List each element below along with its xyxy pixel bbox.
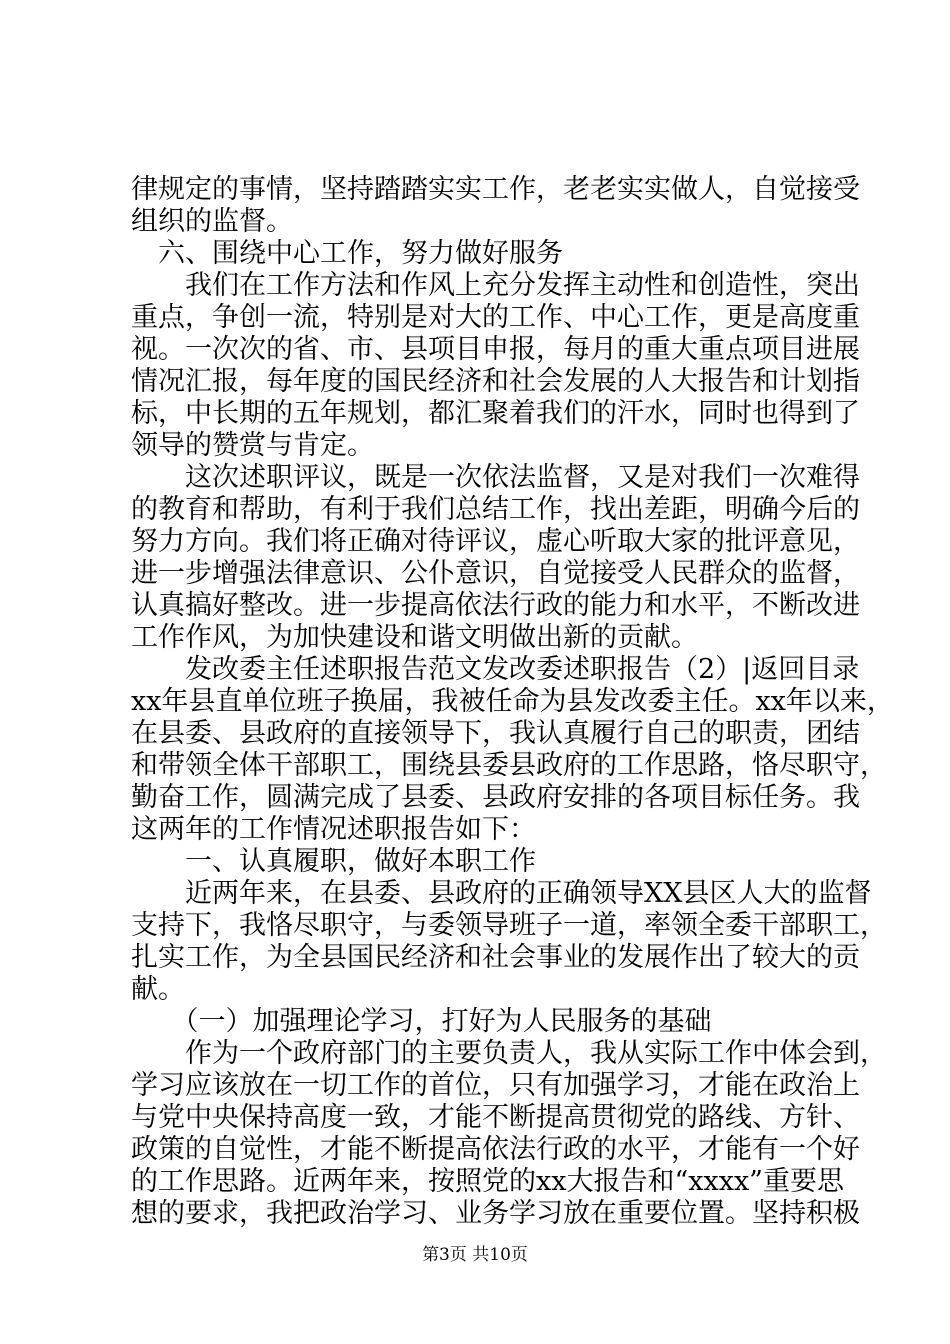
text-line: 政策的自觉性，才能不断提高依法行政的水平，才能有一个好 (131, 1134, 860, 1165)
text-line: 组织的监督。 (131, 206, 293, 237)
text-line: 在县委、县政府的直接领导下，我认真履行自己的职责，团结 (131, 718, 860, 749)
text-line: 标，中长期的五年规划，都汇聚着我们的汗水，同时也得到了 (131, 398, 860, 429)
section-heading: 一、认真履职，做好本职工作 (131, 846, 536, 877)
text-line: 的工作思路。近两年来，按照党的xx大报告和“xxxx”重要思 (131, 1166, 844, 1197)
text-line: 作为一个政府部门的主要负责人，我从实际工作中体会到， (131, 1038, 887, 1069)
section-heading: （一）加强理论学习，打好为人民服务的基础 (131, 1006, 712, 1037)
text-line: 支持下，我恪尽职守，与委领导班子一道，率领全委干部职工， (131, 910, 887, 941)
text-line: 的教育和帮助，有利于我们总结工作，找出差距，明确今后的 (131, 494, 860, 525)
text-line: 努力方向。我们将正确对待评议，虚心听取大家的批评意见， (131, 526, 860, 557)
text-line: 认真搞好整改。进一步提高依法行政的能力和水平，不断改进 (131, 590, 860, 621)
text-line: 这两年的工作情况述职报告如下： (131, 814, 536, 845)
text-line: 想的要求，我把政治学习、业务学习放在重要位置。坚持积极 (131, 1198, 860, 1229)
text-line: 我们在工作方法和作风上充分发挥主动性和创造性，突出 (131, 270, 860, 301)
text-line: 这次述职评议，既是一次依法监督，又是对我们一次难得 (131, 462, 860, 493)
document-body (131, 174, 894, 1230)
text-line: 律规定的事情，坚持踏踏实实工作，老老实实做人，自觉接受 (131, 174, 860, 205)
text-line: 近两年来，在县委、县政府的正确领导XX县区人大的监督 (131, 878, 872, 909)
text-line: 勤奋工作，圆满完成了县委、县政府安排的各项目标任务。我 (131, 782, 860, 813)
text-line: 学习应该放在一切工作的首位，只有加强学习，才能在政治上 (131, 1070, 860, 1101)
text-line: 重点，争创一流，特别是对大的工作、中心工作，更是高度重 (131, 302, 860, 333)
text-line: 和带领全体干部职工，围绕县委县政府的工作思路，恪尽职守， (131, 750, 887, 781)
text-line: 视。一次次的省、市、县项目申报，每月的重大重点项目进展 (131, 334, 860, 365)
text-line: 领导的赞赏与肯定。 (131, 430, 374, 461)
text-line: 扎实工作，为全县国民经济和社会事业的发展作出了较大的贡 (131, 942, 860, 973)
page-number-footer: 第3页 共10页 (422, 1245, 528, 1265)
text-line: 进一步增强法律意识、公仆意识，自觉接受人民群众的监督， (131, 558, 860, 589)
text-line: xx年县直单位班子换届，我被任命为县发改委主任。xx年以来， (131, 686, 894, 717)
text-line: 与党中央保持高度一致，才能不断提高贯彻党的路线、方针、 (131, 1102, 860, 1133)
text-line: 发改委主任述职报告范文发改委述职报告（2）|返回目录 (131, 654, 860, 685)
text-line: 情况汇报，每年度的国民经济和社会发展的人大报告和计划指 (131, 366, 860, 397)
text-line: 工作作风，为加快建设和谐文明做出新的贡献。 (131, 622, 698, 653)
section-heading: 六、围绕中心工作，努力做好服务 (131, 238, 563, 269)
text-line: 献。 (131, 974, 185, 1005)
